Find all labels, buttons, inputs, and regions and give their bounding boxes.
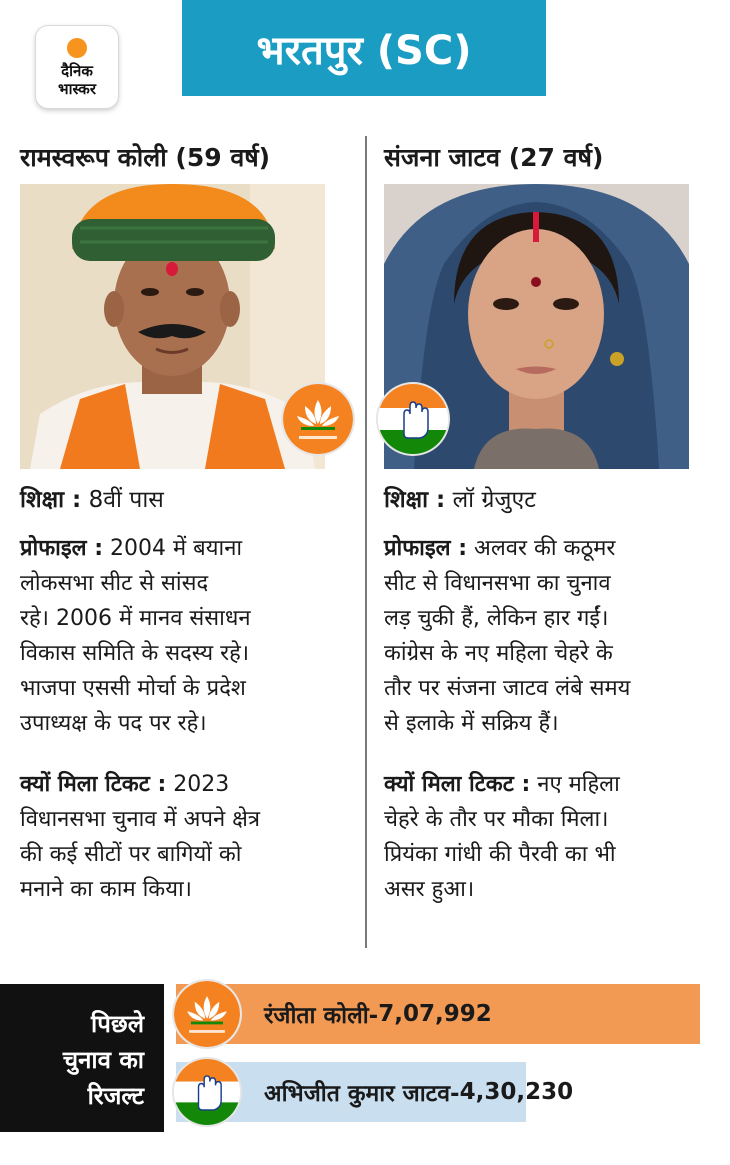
- profile-paragraph: [384, 531, 720, 741]
- ticket-line: की कई सीटों पर बागियों को: [20, 842, 242, 867]
- profile-line: लड़ चुकी हैं, लेकिन हार गईं।: [384, 606, 609, 631]
- candidate-card-bjp: [20, 138, 356, 907]
- profile-label: प्रोफाइल :: [384, 536, 468, 561]
- previous-result-label: [0, 984, 164, 1132]
- profile-label: प्रोफाइल :: [20, 536, 104, 561]
- education-label: शिक्षा :: [384, 487, 446, 513]
- winner-name: रंजीता कोली-: [264, 1003, 379, 1029]
- ticket-line: असर हुआ।: [384, 877, 475, 902]
- dainik-bhaskar-logo: [36, 26, 118, 108]
- bjp-lotus-icon: [283, 384, 353, 454]
- education-label: शिक्षा :: [20, 487, 82, 513]
- result-label-line: रिजल्ट: [87, 1082, 144, 1110]
- congress-hand-icon: [378, 384, 448, 454]
- ticket-line: विधानसभा चुनाव में अपने क्षेत्र: [20, 807, 261, 832]
- profile-line: तौर पर संजना जाटव लंबे समय: [384, 676, 631, 701]
- profile-text: 2004 में बयाना: [103, 536, 243, 561]
- profile-line: उपाध्यक्ष के पद पर रहे।: [20, 711, 207, 736]
- profile-line: कांग्रेस के नए महिला चेहरे के: [384, 641, 613, 666]
- result-label-line: चुनाव का: [62, 1046, 144, 1074]
- column-divider: [365, 136, 367, 948]
- ticket-line: [384, 767, 720, 802]
- profile-line: विकास समिति के सदस्य रहे।: [20, 641, 250, 666]
- result-label-line: पिछले: [91, 1010, 144, 1038]
- ticket-label: क्यों मिला टिकट :: [20, 772, 167, 797]
- candidate-card-congress: [384, 138, 720, 907]
- sun-icon: [67, 38, 87, 58]
- ticket-reason-paragraph: [20, 767, 356, 907]
- ticket-line: [20, 767, 356, 802]
- candidate-name: संजना जाटव (27 वर्ष): [384, 143, 604, 172]
- ticket-line: मनाने का काम किया।: [20, 877, 192, 902]
- education-value: लॉ ग्रेजुएट: [445, 487, 536, 513]
- logo-text-line1: दैनिक: [61, 62, 93, 80]
- profile-line: रहे। 2006 में मानव संसाधन: [20, 606, 251, 631]
- ticket-reason-paragraph: [384, 767, 720, 907]
- profile-paragraph: [20, 531, 356, 741]
- congress-hand-icon: [174, 1059, 240, 1125]
- profile-line: लोकसभा सीट से सांसद: [20, 571, 209, 596]
- education-line: [20, 483, 356, 517]
- profile-line: भाजपा एससी मोर्चा के प्रदेश: [20, 676, 246, 701]
- ticket-line: चेहरे के तौर पर मौका मिला।: [384, 807, 609, 832]
- profile-text: अलवर की कठूमर: [467, 536, 616, 561]
- candidate-photo: [384, 184, 689, 469]
- ticket-text: 2023: [166, 772, 230, 797]
- logo-text-line2: भास्कर: [58, 80, 96, 98]
- profile-line: से इलाके में सक्रिय हैं।: [384, 711, 559, 736]
- winner-result-bar: [176, 984, 700, 1044]
- profile-line: सीट से विधानसभा का चुनाव: [384, 571, 611, 596]
- profile-line: [384, 531, 720, 566]
- ticket-label: क्यों मिला टिकट :: [384, 772, 531, 797]
- education-line: [384, 483, 720, 517]
- constituency-title: भरतपुर (SC): [182, 0, 546, 96]
- bjp-lotus-icon: [174, 981, 240, 1047]
- winner-votes: 7,07,992: [378, 1001, 492, 1027]
- education-value: 8वीं पास: [81, 487, 164, 513]
- candidate-photo: [20, 184, 325, 469]
- runner-up-votes: 4,30,230: [459, 1079, 574, 1105]
- candidate-portrait-image: [20, 184, 325, 469]
- ticket-text: नए महिला: [530, 772, 620, 797]
- profile-line: [20, 531, 356, 566]
- ticket-line: प्रियंका गांधी की पैरवी का भी: [384, 842, 616, 867]
- candidate-name: रामस्वरूप कोली (59 वर्ष): [20, 143, 271, 172]
- runner-up-name: अभिजीत कुमार जाटव-: [264, 1081, 460, 1107]
